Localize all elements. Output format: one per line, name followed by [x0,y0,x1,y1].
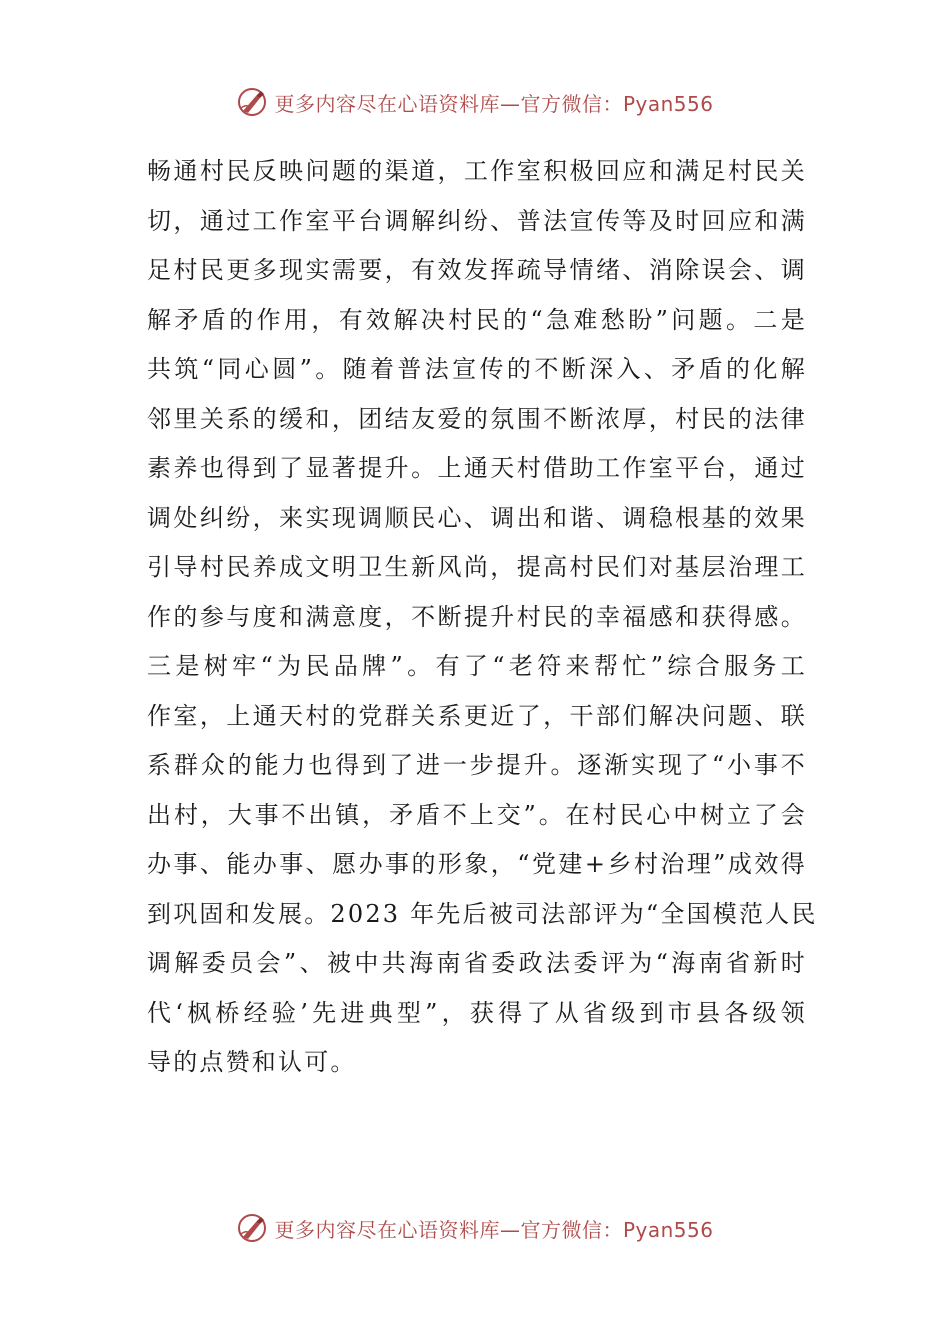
paragraph-line: 作室，上通天村的党群关系更近了，干部们解决问题、联 [147,701,807,730]
header-banner [0,82,950,122]
paragraph-line: 调解委员会”、被中共海南省委政法委评为“海南省新时 [147,949,807,977]
paragraph-line: 素养也得到了显著提升。上通天村借助工作室平台，通过 [147,454,807,482]
paragraph-line: 出村，大事不出镇，矛盾不上交”。在村民心中树立了会 [147,800,807,829]
paragraph-line: 切，通过工作室平台调解纠纷、普法宣传等及时回应和满 [147,206,807,235]
paragraph-line: 引导村民养成文明卫生新风尚，提高村民们对基层治理工 [147,553,807,581]
paragraph-line: 作的参与度和满意度，不断提升村民的幸福感和获得感。 [147,602,807,631]
paragraph-line-last: 导的点赞和认可。 [147,1048,357,1076]
pen-logo-icon [236,86,268,118]
footer-banner-text: 更多内容尽在心语资料库—官方微信：Pyan556 [274,1217,714,1242]
paragraph-line: 邻里关系的缓和，团结友爱的氛围不断浓厚，村民的法律 [147,404,807,433]
paragraph-line: 代‘枫桥经验’先进典型”，获得了从省级到市县各级领 [147,998,807,1027]
footer-banner [0,1208,950,1248]
header-banner-text: 更多内容尽在心语资料库—官方微信：Pyan556 [274,91,714,116]
paragraph-line: 解矛盾的作用，有效解决村民的“急难愁盼”问题。二是 [147,305,807,334]
paragraph-line: 三是树牢“为民品牌”。有了“老符来帮忙”综合服务工 [147,652,807,680]
paragraph-line: 足村民更多现实需要，有效发挥疏导情绪、消除误会、调 [147,256,807,284]
paragraph-line: 共筑“同心圆”。随着普法宣传的不断深入、矛盾的化解 [147,355,807,383]
pen-logo-icon [236,1212,268,1244]
paragraph-line: 到巩固和发展。2023 年先后被司法部评为“全国模范人民 [147,899,818,928]
document-body [147,147,818,1088]
paragraph-line: 调处纠纷，来实现调顺民心、调出和谐、调稳根基的效果 [147,503,807,532]
paragraph-line: 办事、能办事、愿办事的形象，“党建+乡村治理”成效得 [147,850,807,878]
paragraph-line: 系群众的能力也得到了进一步提升。逐渐实现了“小事不 [147,751,807,779]
paragraph-line: 畅通村民反映问题的渠道，工作室积极回应和满足村民关 [147,157,807,185]
